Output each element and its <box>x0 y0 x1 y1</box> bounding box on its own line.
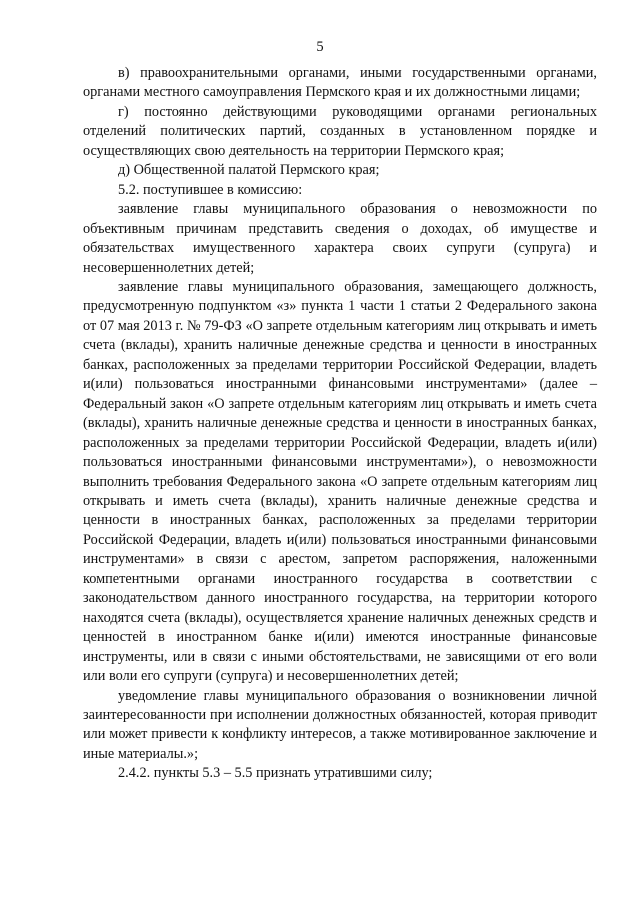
paragraph-clause-5-2: 5.2. поступившее в комиссию: <box>118 181 303 198</box>
paragraph-statement-income: заявление главы муниципального образования о невозможности по объективным причинам представить сведения о доходах, об имуществе и обязательствах имущественного характера своих супруги (супруга) и несовершеннолетних детей; <box>83 201 597 276</box>
paragraph-statement-foreign-accounts: заявление главы муниципального образования, замещающего должность, предусмотренную подпунктом «з» пункта 1 части 1 статьи 2 Федерального закона от 07 мая 2013 г. № 79-ФЗ «О запрете отдельным категориям лиц открывать и иметь счета (вклады), хранить наличные денежные средства и ценности в иностранных банках, расположенных за пределами территории Российской Федерации, владеть и(или) пользоваться иностранными финансовыми инструментами» (далее – Федеральный закон «О запрете отдельным категориям лиц открывать и иметь счета (вклады), хранить наличные денежные средства и ценности в иностранных банках, расположенных за пределами территории Российской Федерации, владеть и(или) пользоваться иностранными финансовыми инструментами»), о невозможности выполнить требования Федерального закона «О запрете отдельным категориям лиц открывать и иметь счета (вклады), хранить наличные денежные средства и ценности в иностранных банках, расположенных за пределами территории Российской Федерации, владеть и(или) пользоваться иностранными финансовыми инструментами» в связи с арестом, запретом распоряжения, наложенными компетентными органами иностранного государства в соответствии с законодательством данного иностранного государства, на территории которого находятся счета (вклады), осуществляется хранение наличных денежных средств и ценностей в иностранном банке и(или) имеются иностранные финансовые инструменты, или в связи с иными обстоятельствами, не зависящими от его воли или воли его супруги (супруга) и несовершеннолетних детей; <box>83 278 597 685</box>
paragraph-clause-2-4-2: 2.4.2. пункты 5.3 – 5.5 признать утратившими силу; <box>118 765 433 782</box>
document-body <box>83 64 597 784</box>
paragraph-item-g: г) постоянно действующими руководящими органами региональных отделений политических партий, созданных в установленном порядке и осуществляющих свою деятельность на территории Пермского края; <box>83 103 597 159</box>
paragraph-notice-conflict: уведомление главы муниципального образования о возникновении личной заинтересованности при исполнении должностных обязанностей, которая приводит или может привести к конфликту интересов, а также мотивированное заключение и иные материалы.»; <box>83 687 597 762</box>
paragraph-item-d: д) Общественной палатой Пермского края; <box>118 162 380 179</box>
paragraph-item-v: в) правоохранительными органами, иными государственными органами, органами местного самоуправления Пермского края и их должностными лицами; <box>83 65 597 101</box>
page-number: 5 <box>316 39 324 55</box>
